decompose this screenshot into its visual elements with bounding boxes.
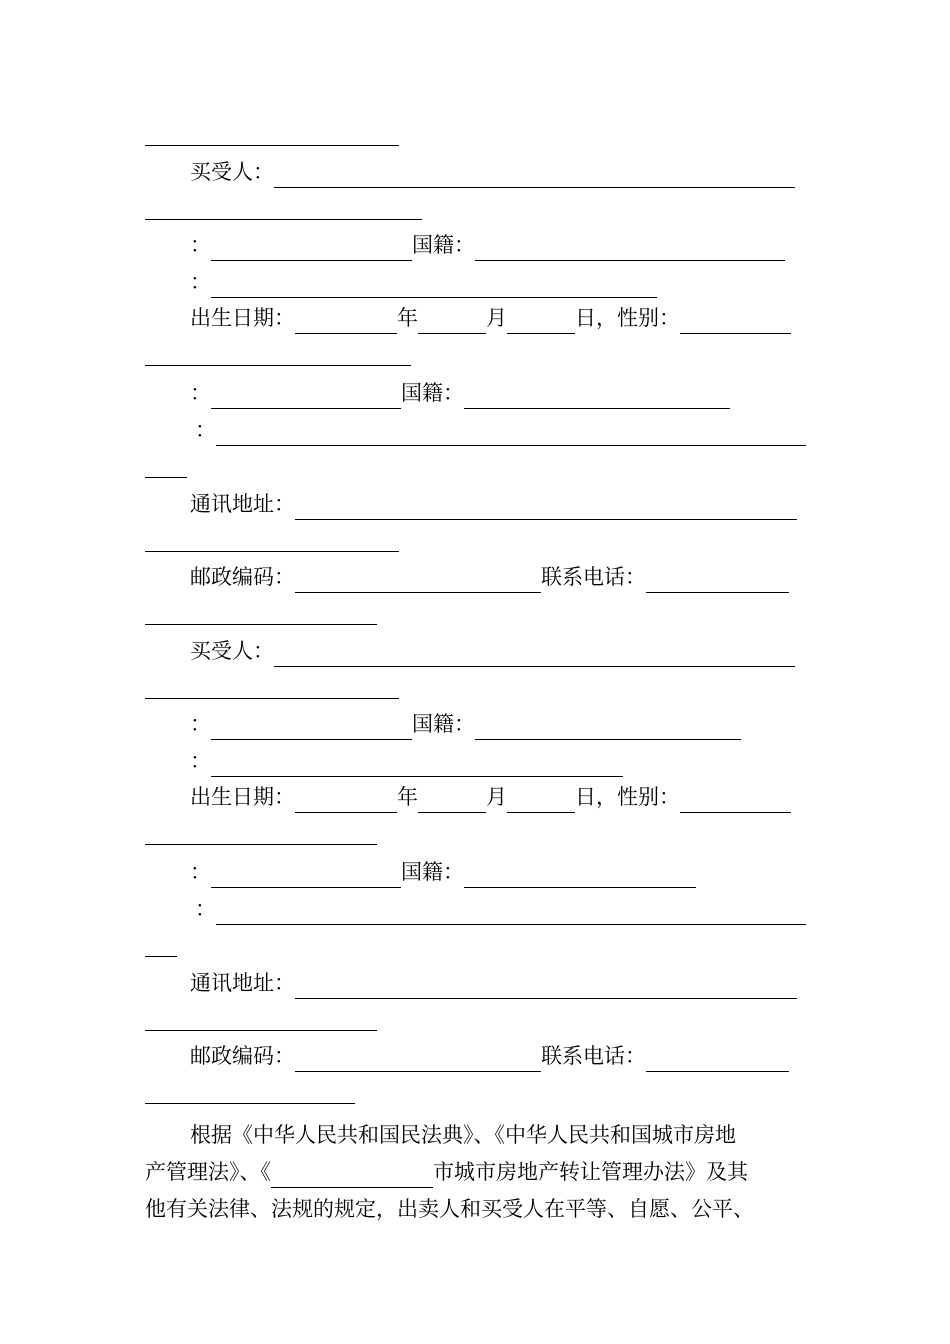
fill-blank[interactable]: [145, 995, 377, 1031]
blank-line: [145, 184, 422, 224]
nationality-label: 国籍：: [412, 712, 475, 736]
field-blank[interactable]: [216, 410, 806, 446]
fill-blank[interactable]: [145, 442, 187, 478]
nationality-label: 国籍：: [401, 860, 464, 884]
year-blank[interactable]: [295, 777, 397, 813]
blank-line: [145, 1068, 355, 1108]
fill-blank[interactable]: [145, 516, 399, 552]
city-blank[interactable]: [271, 1152, 433, 1188]
id-nationality-row: [190, 704, 741, 744]
paragraph-text: 市城市房地产转让管理办法》及其: [433, 1160, 748, 1184]
paragraph-text: 产管理法》、《: [145, 1160, 271, 1184]
buyer-label: 买受人：: [190, 160, 274, 184]
colon-label: ：: [190, 712, 211, 736]
colon-row: [195, 889, 806, 929]
colon-row: [190, 741, 623, 781]
address-label: 通讯地址：: [190, 492, 295, 516]
paragraph-line-3: [145, 1189, 754, 1229]
month-blank[interactable]: [418, 298, 486, 334]
nationality-label: 国籍：: [412, 233, 475, 257]
address-blank[interactable]: [295, 963, 797, 999]
gender-blank[interactable]: [680, 777, 791, 813]
fill-blank[interactable]: [145, 1068, 355, 1104]
fill-blank[interactable]: [145, 110, 399, 146]
buyer-name-blank[interactable]: [274, 152, 795, 188]
id-blank[interactable]: [211, 225, 412, 261]
day-gender-label: 日，性别：: [575, 306, 680, 330]
month-label: 月: [486, 785, 507, 809]
birth-label: 出生日期：: [190, 785, 295, 809]
field-blank[interactable]: [216, 889, 806, 925]
address-blank[interactable]: [295, 484, 797, 520]
phone-blank[interactable]: [646, 557, 789, 593]
nationality-blank[interactable]: [475, 225, 785, 261]
year-label: 年: [397, 306, 418, 330]
fill-blank[interactable]: [145, 330, 411, 366]
nationality-blank[interactable]: [464, 852, 696, 888]
paragraph-text: 他有关法律、法规的规定，出卖人和买受人在平等、自愿、公平、: [145, 1197, 754, 1221]
day-blank[interactable]: [507, 777, 575, 813]
buyer-label: 买受人：: [190, 639, 274, 663]
phone-label: 联系电话：: [541, 1044, 646, 1068]
colon-row: [195, 410, 806, 450]
buyer-name-blank[interactable]: [274, 631, 795, 667]
id-nationality-row: [190, 225, 785, 265]
id-nationality-row: [190, 852, 696, 892]
fill-blank[interactable]: [145, 589, 377, 625]
blank-line: [145, 995, 377, 1035]
blank-line: [145, 330, 411, 370]
blank-line: [145, 442, 187, 482]
blank-line: [145, 589, 377, 629]
field-blank[interactable]: [211, 262, 657, 298]
birth-label: 出生日期：: [190, 306, 295, 330]
fill-blank[interactable]: [145, 809, 377, 845]
postcode-label: 邮政编码：: [190, 1044, 295, 1068]
id-blank[interactable]: [211, 373, 401, 409]
nationality-blank[interactable]: [464, 373, 730, 409]
postcode-label: 邮政编码：: [190, 565, 295, 589]
paragraph-text: 根据《中华人民共和国民法典》、《中华人民共和国城市房地: [190, 1123, 736, 1147]
month-blank[interactable]: [418, 777, 486, 813]
colon-row: [190, 262, 657, 302]
colon-label: ：: [190, 233, 211, 257]
fill-blank[interactable]: [145, 921, 177, 957]
colon-label: ：: [190, 860, 211, 884]
paragraph-line-1: [190, 1115, 736, 1155]
year-label: 年: [397, 785, 418, 809]
colon-label: ：: [195, 418, 216, 442]
postcode-blank[interactable]: [295, 557, 541, 593]
fill-blank[interactable]: [145, 663, 399, 699]
paragraph-line-2: [145, 1152, 748, 1192]
field-blank[interactable]: [211, 741, 623, 777]
colon-label: ：: [190, 749, 211, 773]
phone-label: 联系电话：: [541, 565, 646, 589]
address-label: 通讯地址：: [190, 971, 295, 995]
blank-line: [145, 921, 177, 961]
colon-label: ：: [190, 381, 211, 405]
colon-label: ：: [195, 897, 216, 921]
fill-blank[interactable]: [145, 184, 422, 220]
blank-line: [145, 516, 399, 556]
year-blank[interactable]: [295, 298, 397, 334]
month-label: 月: [486, 306, 507, 330]
colon-label: ：: [190, 270, 211, 294]
nationality-label: 国籍：: [401, 381, 464, 405]
phone-blank[interactable]: [646, 1036, 789, 1072]
blank-line: [145, 809, 377, 849]
id-blank[interactable]: [211, 852, 401, 888]
blank-line: [145, 663, 399, 703]
gender-blank[interactable]: [680, 298, 791, 334]
day-blank[interactable]: [507, 298, 575, 334]
blank-line: [145, 110, 399, 150]
nationality-blank[interactable]: [475, 704, 741, 740]
id-blank[interactable]: [211, 704, 412, 740]
postcode-blank[interactable]: [295, 1036, 541, 1072]
day-gender-label: 日，性别：: [575, 785, 680, 809]
id-nationality-row: [190, 373, 730, 413]
